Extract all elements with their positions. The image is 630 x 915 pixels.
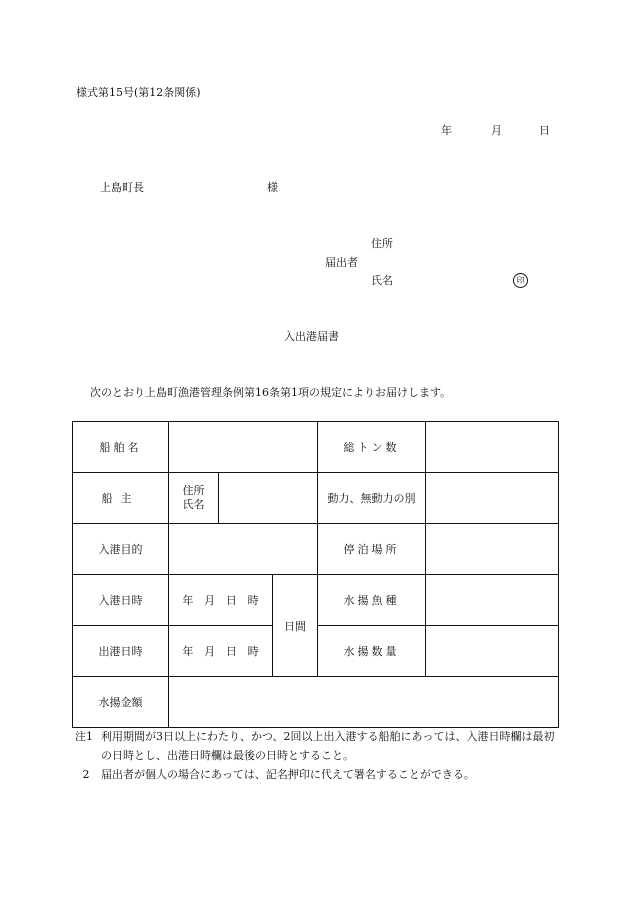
owner-name-label: 氏名 <box>182 498 205 511</box>
duration-label: 日間 <box>273 575 318 677</box>
fish-species-value[interactable] <box>426 575 559 626</box>
berth-location-value[interactable] <box>426 524 559 575</box>
entry-purpose-label: 入港目的 <box>73 524 169 575</box>
catch-quantity-label: 水揚数量 <box>318 626 426 677</box>
note-1-number: 注1 <box>75 730 93 743</box>
applicant-role-label: 届出者 <box>325 256 358 269</box>
row-ship-name <box>73 422 559 473</box>
notes-section <box>75 727 565 784</box>
gross-tonnage-value[interactable] <box>426 422 559 473</box>
row-owner <box>73 473 559 524</box>
ship-name-value[interactable] <box>169 422 318 473</box>
entry-month-unit: 月 <box>204 594 216 607</box>
row-catch-amount <box>73 677 559 728</box>
gross-tonnage-label: 総トン数 <box>318 422 426 473</box>
exit-day-unit: 日 <box>225 645 237 658</box>
row-entry-datetime <box>73 575 559 626</box>
entry-year-unit: 年 <box>182 594 194 607</box>
exit-month-unit: 月 <box>204 645 216 658</box>
owner-value[interactable] <box>219 473 318 524</box>
form-number: 様式第15号(第12条関係) <box>76 86 201 99</box>
ship-name-label: 船舶名 <box>73 422 169 473</box>
catch-quantity-value[interactable] <box>426 626 559 677</box>
berth-location-label: 停泊場所 <box>318 524 426 575</box>
applicant-address-label: 住所 <box>371 237 393 250</box>
date-month-label: 月 <box>491 124 502 137</box>
intro-text: 次のとおり上島町漁港管理条例第16条第1項の規定によりお届けします。 <box>90 386 452 399</box>
entry-exit-form-table <box>72 421 559 728</box>
note-2-text: 届出者が個人の場合にあっては、記名押印に代えて署名することができる。 <box>101 768 475 781</box>
catch-amount-label: 水揚金額 <box>73 677 169 728</box>
exit-datetime-value[interactable] <box>169 626 273 677</box>
row-entry-purpose <box>73 524 559 575</box>
note-2 <box>75 765 565 784</box>
entry-day-unit: 日 <box>225 594 237 607</box>
applicant-name-label: 氏名 <box>371 274 393 287</box>
date-year-label: 年 <box>441 124 452 137</box>
entry-hour-unit: 時 <box>247 594 259 607</box>
addressee-honorific: 様 <box>267 181 278 194</box>
power-type-label: 動力、無動力の別 <box>318 473 426 524</box>
catch-amount-value[interactable] <box>169 677 559 728</box>
exit-year-unit: 年 <box>182 645 194 658</box>
exit-hour-unit: 時 <box>247 645 259 658</box>
owner-address-label: 住所 <box>182 484 205 497</box>
power-type-value[interactable] <box>426 473 559 524</box>
entry-datetime-value[interactable] <box>169 575 273 626</box>
entry-purpose-value[interactable] <box>169 524 318 575</box>
addressee-name: 上島町長 <box>100 181 144 194</box>
note-1 <box>75 727 565 765</box>
note-2-number: 2 <box>82 768 90 781</box>
exit-datetime-label: 出港日時 <box>73 626 169 677</box>
entry-datetime-label: 入港日時 <box>73 575 169 626</box>
fish-species-label: 水揚魚種 <box>318 575 426 626</box>
document-title: 入出港届書 <box>284 330 339 343</box>
note-1-text: 利用期間が3日以上にわたり、かつ、2回以上出入港する船舶にあっては、入港日時欄は最初の日時とし、出港日時欄は最後の日時とすること。 <box>101 730 555 762</box>
seal-mark: 印 <box>513 273 528 288</box>
date-day-label: 日 <box>539 124 550 137</box>
owner-subheader-cell <box>169 473 219 524</box>
owner-label: 船主 <box>73 473 169 524</box>
